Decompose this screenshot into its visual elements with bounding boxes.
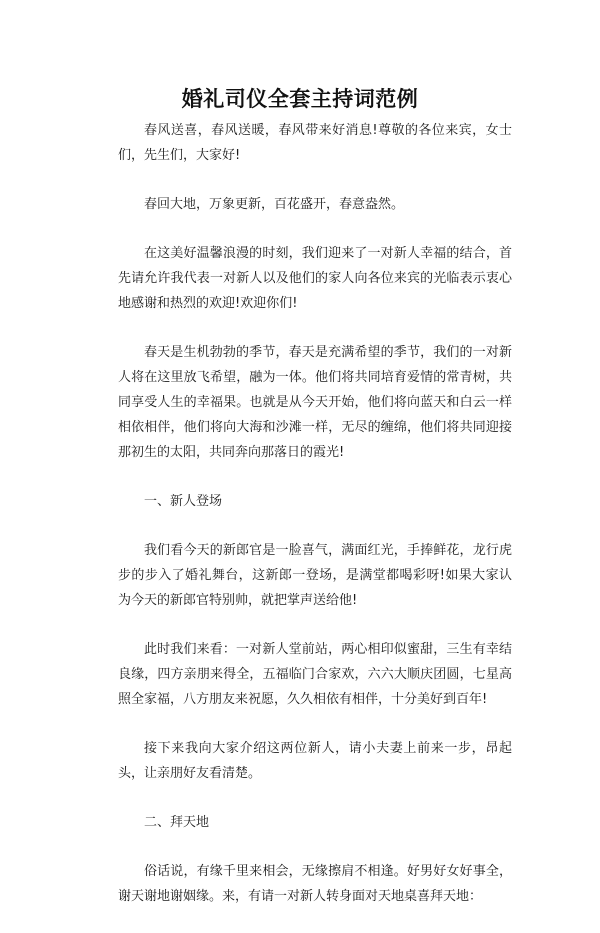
document-title: 婚礼司仪全套主持词范例 — [181, 87, 419, 111]
paragraph-introduction: 接下来我向大家介绍这两位新人，请小夫妻上前来一步，昂起头，让亲朋好友看清楚。 — [118, 741, 512, 781]
paragraph-groom: 我们看今天的新郎官是一脸喜气，满面红光，手捧鲜花，龙行虎步的步入了婚礼舞台，这新郎一登场，是满堂都喝彩呀!如果大家认为今天的新郎官特别帅，就把掌声送给他! — [118, 543, 512, 608]
paragraph-greeting: 春风送喜，春风送暖，春风带来好消息!尊敬的各位来宾，女士们，先生们，大家好! — [118, 123, 512, 163]
paragraph-blessing: 此时我们来看：一对新人堂前站，两心相印似蜜甜，三生有幸结良缘，四方亲朋来得全，五福临门合家欢，六六大顺庆团圆，七星高照全家福，八方朋友来祝愿，久久相依有相伴，十分美好到百年! — [118, 642, 512, 707]
document-body — [118, 118, 512, 933]
paragraph-spring: 春回大地，万象更新，百花盛开，春意盎然。 — [144, 197, 405, 212]
paragraph-hope: 春天是生机勃勃的季节，春天是充满希望的季节，我们的一对新人将在这里放飞希望，融为一体。他们将共同培育爱情的常青树，共同享受人生的幸福果。也就是从今天开始，他们将向蓝天和白云一样相依相伴，他们将向大海和沙滩一样，无尽的缠绵，他们将共同迎接那初生的太阳，共同奔向那落日的霞光! — [118, 345, 512, 460]
section-heading-entrance: 一、新人登场 — [144, 494, 223, 509]
paragraph-fate: 俗话说，有缘千里来相会，无缘擦肩不相逢。好男好女好事全，谢天谢地谢姻缘。来，有请一对新人转身面对天地桌喜拜天地： — [118, 864, 512, 904]
section-heading-worship: 二、拜天地 — [144, 815, 210, 830]
paragraph-welcome: 在这美好温馨浪漫的时刻，我们迎来了一对新人幸福的结合，首先请允许我代表一对新人以及他们的家人向各位来宾的光临表示衷心地感谢和热烈的欢迎!欢迎你们! — [118, 246, 512, 311]
